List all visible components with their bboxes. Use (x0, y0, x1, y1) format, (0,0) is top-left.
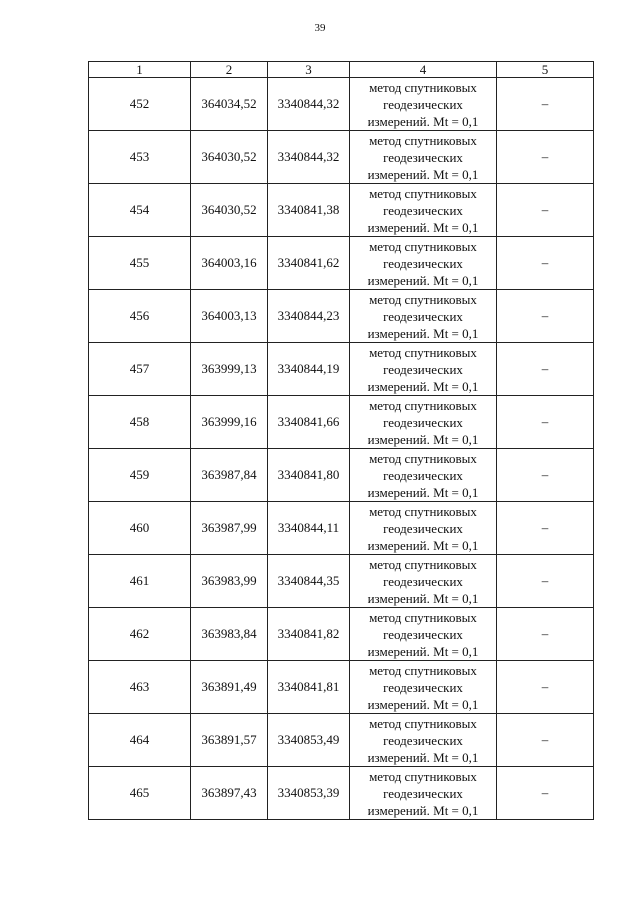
x-coordinate-cell: 363999,16 (191, 396, 268, 449)
column-5-cell: – (497, 767, 594, 820)
method-cell (350, 396, 497, 449)
method-text-line: метод спутниковых (369, 185, 477, 201)
method-text-line: измерений. Mt = 0,1 (367, 537, 479, 553)
y-coordinate-cell: 3340844,23 (268, 290, 350, 343)
y-coordinate-cell: 3340844,32 (268, 78, 350, 131)
method-cell (350, 608, 497, 661)
method-text-line: геодезических (383, 149, 463, 165)
method-text-line: геодезических (383, 202, 463, 218)
method-text-line: геодезических (383, 308, 463, 324)
method-text-line: геодезических (383, 361, 463, 377)
column-5-cell: – (497, 502, 594, 555)
column-5-cell: – (497, 131, 594, 184)
column-5-cell: – (497, 290, 594, 343)
y-coordinate-cell: 3340853,49 (268, 714, 350, 767)
method-text-line: метод спутниковых (369, 609, 477, 625)
x-coordinate-cell: 363987,99 (191, 502, 268, 555)
point-number-cell: 465 (89, 767, 191, 820)
page-number: 39 (314, 22, 326, 34)
method-text-line: метод спутниковых (369, 662, 477, 678)
table-row (89, 78, 594, 131)
method-text-line: геодезических (383, 732, 463, 748)
table-row (89, 449, 594, 502)
column-5-cell: – (497, 343, 594, 396)
method-text-line: метод спутниковых (369, 503, 477, 519)
column-header: 2 (191, 62, 268, 78)
table-row (89, 131, 594, 184)
x-coordinate-cell: 363891,57 (191, 714, 268, 767)
y-coordinate-cell: 3340841,62 (268, 237, 350, 290)
y-coordinate-cell: 3340841,66 (268, 396, 350, 449)
x-coordinate-cell: 364003,13 (191, 290, 268, 343)
table-row (89, 184, 594, 237)
table-row (89, 767, 594, 820)
column-5-cell: – (497, 714, 594, 767)
point-number-cell: 463 (89, 661, 191, 714)
column-header: 5 (497, 62, 594, 78)
method-text-line: измерений. Mt = 0,1 (367, 431, 479, 447)
x-coordinate-cell: 363891,49 (191, 661, 268, 714)
method-text-line: измерений. Mt = 0,1 (367, 590, 479, 606)
x-coordinate-cell: 364030,52 (191, 184, 268, 237)
column-5-cell: – (497, 184, 594, 237)
method-text-line: метод спутниковых (369, 556, 477, 572)
method-text-line: измерений. Mt = 0,1 (367, 325, 479, 341)
table-header-row (89, 62, 594, 78)
method-cell (350, 131, 497, 184)
point-number-cell: 459 (89, 449, 191, 502)
method-cell (350, 343, 497, 396)
method-cell (350, 767, 497, 820)
method-text-line: метод спутниковых (369, 132, 477, 148)
point-number-cell: 464 (89, 714, 191, 767)
point-number-cell: 461 (89, 555, 191, 608)
method-text-line: измерений. Mt = 0,1 (367, 272, 479, 288)
point-number-cell: 462 (89, 608, 191, 661)
method-text-line: геодезических (383, 96, 463, 112)
point-number-cell: 455 (89, 237, 191, 290)
method-text-line: геодезических (383, 255, 463, 271)
method-text-line: метод спутниковых (369, 79, 477, 95)
point-number-cell: 452 (89, 78, 191, 131)
method-cell (350, 290, 497, 343)
method-text-line: измерений. Mt = 0,1 (367, 696, 479, 712)
method-text-line: метод спутниковых (369, 344, 477, 360)
table-row (89, 290, 594, 343)
x-coordinate-cell: 363983,99 (191, 555, 268, 608)
method-text-line: метод спутниковых (369, 397, 477, 413)
method-cell (350, 184, 497, 237)
method-text-line: геодезических (383, 626, 463, 642)
method-text-line: измерений. Mt = 0,1 (367, 378, 479, 394)
method-text-line: измерений. Mt = 0,1 (367, 749, 479, 765)
table-row (89, 237, 594, 290)
y-coordinate-cell: 3340853,39 (268, 767, 350, 820)
column-header: 4 (350, 62, 497, 78)
table-row (89, 343, 594, 396)
method-cell (350, 555, 497, 608)
method-text-line: геодезических (383, 520, 463, 536)
x-coordinate-cell: 363897,43 (191, 767, 268, 820)
method-cell (350, 237, 497, 290)
y-coordinate-cell: 3340844,35 (268, 555, 350, 608)
method-text-line: измерений. Mt = 0,1 (367, 219, 479, 235)
column-5-cell: – (497, 661, 594, 714)
column-5-cell: – (497, 396, 594, 449)
column-5-cell: – (497, 78, 594, 131)
column-5-cell: – (497, 237, 594, 290)
method-text-line: измерений. Mt = 0,1 (367, 643, 479, 659)
column-5-cell: – (497, 608, 594, 661)
y-coordinate-cell: 3340841,38 (268, 184, 350, 237)
y-coordinate-cell: 3340844,32 (268, 131, 350, 184)
x-coordinate-cell: 363987,84 (191, 449, 268, 502)
method-text-line: измерений. Mt = 0,1 (367, 802, 479, 818)
coordinates-table (88, 61, 594, 820)
x-coordinate-cell: 364030,52 (191, 131, 268, 184)
column-5-cell: – (497, 555, 594, 608)
method-text-line: геодезических (383, 785, 463, 801)
table-row (89, 661, 594, 714)
method-text-line: измерений. Mt = 0,1 (367, 484, 479, 500)
method-text-line: геодезических (383, 573, 463, 589)
point-number-cell: 454 (89, 184, 191, 237)
x-coordinate-cell: 363983,84 (191, 608, 268, 661)
method-cell (350, 78, 497, 131)
y-coordinate-cell: 3340841,81 (268, 661, 350, 714)
method-text-line: измерений. Mt = 0,1 (367, 113, 479, 129)
method-text-line: метод спутниковых (369, 715, 477, 731)
table-row (89, 714, 594, 767)
point-number-cell: 457 (89, 343, 191, 396)
y-coordinate-cell: 3340844,11 (268, 502, 350, 555)
method-cell (350, 661, 497, 714)
y-coordinate-cell: 3340844,19 (268, 343, 350, 396)
method-text-line: геодезических (383, 467, 463, 483)
point-number-cell: 458 (89, 396, 191, 449)
y-coordinate-cell: 3340841,82 (268, 608, 350, 661)
column-5-cell: – (497, 449, 594, 502)
table-row (89, 396, 594, 449)
table-row (89, 555, 594, 608)
y-coordinate-cell: 3340841,80 (268, 449, 350, 502)
method-text-line: метод спутниковых (369, 768, 477, 784)
method-cell (350, 502, 497, 555)
method-text-line: метод спутниковых (369, 238, 477, 254)
x-coordinate-cell: 363999,13 (191, 343, 268, 396)
table-row (89, 608, 594, 661)
method-text-line: геодезических (383, 414, 463, 430)
method-text-line: геодезических (383, 679, 463, 695)
x-coordinate-cell: 364003,16 (191, 237, 268, 290)
point-number-cell: 456 (89, 290, 191, 343)
method-cell (350, 449, 497, 502)
method-text-line: метод спутниковых (369, 291, 477, 307)
method-cell (350, 714, 497, 767)
point-number-cell: 453 (89, 131, 191, 184)
method-text-line: метод спутниковых (369, 450, 477, 466)
column-header: 1 (89, 62, 191, 78)
method-text-line: измерений. Mt = 0,1 (367, 166, 479, 182)
x-coordinate-cell: 364034,52 (191, 78, 268, 131)
column-header: 3 (268, 62, 350, 78)
point-number-cell: 460 (89, 502, 191, 555)
table-row (89, 502, 594, 555)
